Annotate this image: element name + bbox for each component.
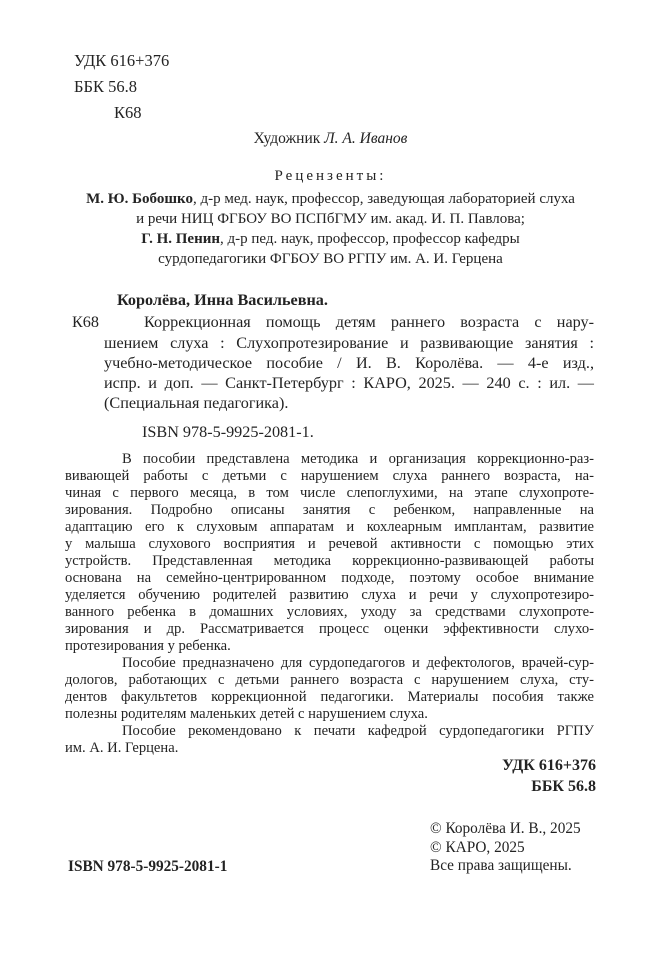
catalog-code: К68 — [72, 313, 99, 332]
bottom-catalog-codes — [502, 755, 596, 797]
reviewer-credentials: и речи НИЦ ФГБОУ ВО ПСПбГМУ им. акад. И. П. Павлова; — [136, 211, 525, 227]
annotation-line: дентов факультетов коррекционной педагогики. Материалы пособия также — [65, 689, 594, 705]
author-heading: Королёва, Инна Васильевна. — [117, 291, 328, 309]
udc-code-bottom: УДК 616+376 — [502, 757, 596, 774]
annotation-line: вивающей работы с детьми с нарушением слуха раннего возраста, на- — [65, 468, 594, 484]
annotation-line: уделяется обучению родителей развитию слуха и речи у слухопротезиро- — [65, 587, 594, 603]
reviewer-line — [65, 209, 596, 229]
artist-name: Л. А. Иванов — [324, 130, 408, 147]
annotation-line: протезирования у ребенка. — [65, 638, 231, 654]
reviewer-credentials: , д-р пед. наук, профессор, профессор кафедры — [220, 231, 520, 247]
isbn-catalog: ISBN 978-5-9925-2081-1. — [142, 422, 314, 441]
reviewer-line — [65, 189, 596, 209]
annotation-line: у малыша слухового восприятия и речевой активности с помощью этих — [65, 536, 594, 552]
annotation-line: устройств. Представленная методика коррекционно-развивающей работы — [65, 553, 594, 569]
bib-line: шением слуха : Слухопротезирование и развивающие занятия : — [104, 333, 594, 352]
annotation-line: полезны родителям маленьких детей с нарушением слуха. — [65, 706, 428, 722]
annotation-line: адаптацию его к слуховым аппаратам и кохлеарным имплантам, развитие — [65, 519, 594, 535]
reviewer-credentials: , д-р мед. наук, профессор, заведующая лабораторией слуха — [192, 191, 575, 207]
reviewers-block — [65, 166, 596, 269]
catalog-entry — [72, 290, 594, 442]
annotation-paragraph — [65, 723, 594, 757]
copyright-block — [430, 820, 581, 876]
annotation-line: основана на семейно-центрированном подходе, поэтому особое внимание — [65, 570, 594, 586]
bbk-code-bottom: ББК 56.8 — [531, 778, 596, 795]
reviewer-credentials: сурдопедагогики ФГБОУ ВО РГПУ им. А. И. Герцена — [158, 251, 503, 267]
annotation-line: дологов, работающих с детьми раннего возраста с нарушением слуха, сту- — [65, 672, 594, 688]
annotation-line: им. А. И. Герцена. — [65, 740, 179, 756]
bib-line: испр. и доп. — Санкт-Петербург : КАРО, 2025. — 240 с. : ил. — — [104, 374, 594, 393]
bbk-code-top: ББК 56.8 — [74, 77, 137, 96]
copyright-author: © Королёва И. В., 2025 — [430, 820, 581, 837]
annotation-line: ванного ребенка в домашних условиях, уходу за средствами слухопроте- — [65, 604, 594, 620]
reviewer-line — [65, 249, 596, 269]
bib-line: Коррекционная помощь детям раннего возраста с нару- — [144, 313, 594, 332]
annotation — [65, 451, 594, 757]
reviewer-line — [65, 229, 596, 249]
annotation-paragraph — [65, 655, 594, 723]
annotation-line: зирования и др. Рассматривается процесс оценки эффективности слухо- — [65, 621, 594, 637]
annotation-line: В пособии представлена методика и организация коррекционно-раз- — [122, 451, 594, 467]
bibliographic-description — [72, 312, 594, 413]
annotation-line: Пособие рекомендовано к печати кафедрой сурдопедагогики РГПУ — [122, 723, 594, 739]
reviewers-heading: Рецензенты: — [274, 168, 387, 184]
artist-label: Художник — [253, 130, 321, 147]
artist-credit — [65, 130, 596, 148]
author-mark-top: К68 — [114, 103, 142, 122]
reviewer-name: М. Ю. Бобошко — [86, 191, 193, 207]
annotation-paragraph — [65, 451, 594, 655]
annotation-line: Пособие предназначено для сурдопедагогов и дефектологов, врачей-сур- — [122, 655, 594, 671]
isbn-bottom: ISBN 978-5-9925-2081-1 — [68, 858, 228, 875]
annotation-line: чиная с первого месяца, в том числе слепоглухими, на этапе слухопроте- — [65, 485, 594, 501]
copyright-publisher: © КАРО, 2025 — [430, 838, 525, 856]
annotation-line: зирования. Подробно описаны занятия с ребенком, направленные на — [65, 502, 594, 518]
udc-code-top: УДК 616+376 — [74, 51, 170, 70]
bib-line: (Специальная педагогика). — [104, 394, 289, 413]
bib-line: учебно-методическое пособие / И. В. Королёва. — 4-е изд., — [104, 353, 594, 372]
rights-reserved: Все права защищены. — [430, 857, 572, 875]
top-catalog-codes — [74, 48, 169, 126]
reviewer-name: Г. Н. Пенин — [141, 231, 220, 247]
